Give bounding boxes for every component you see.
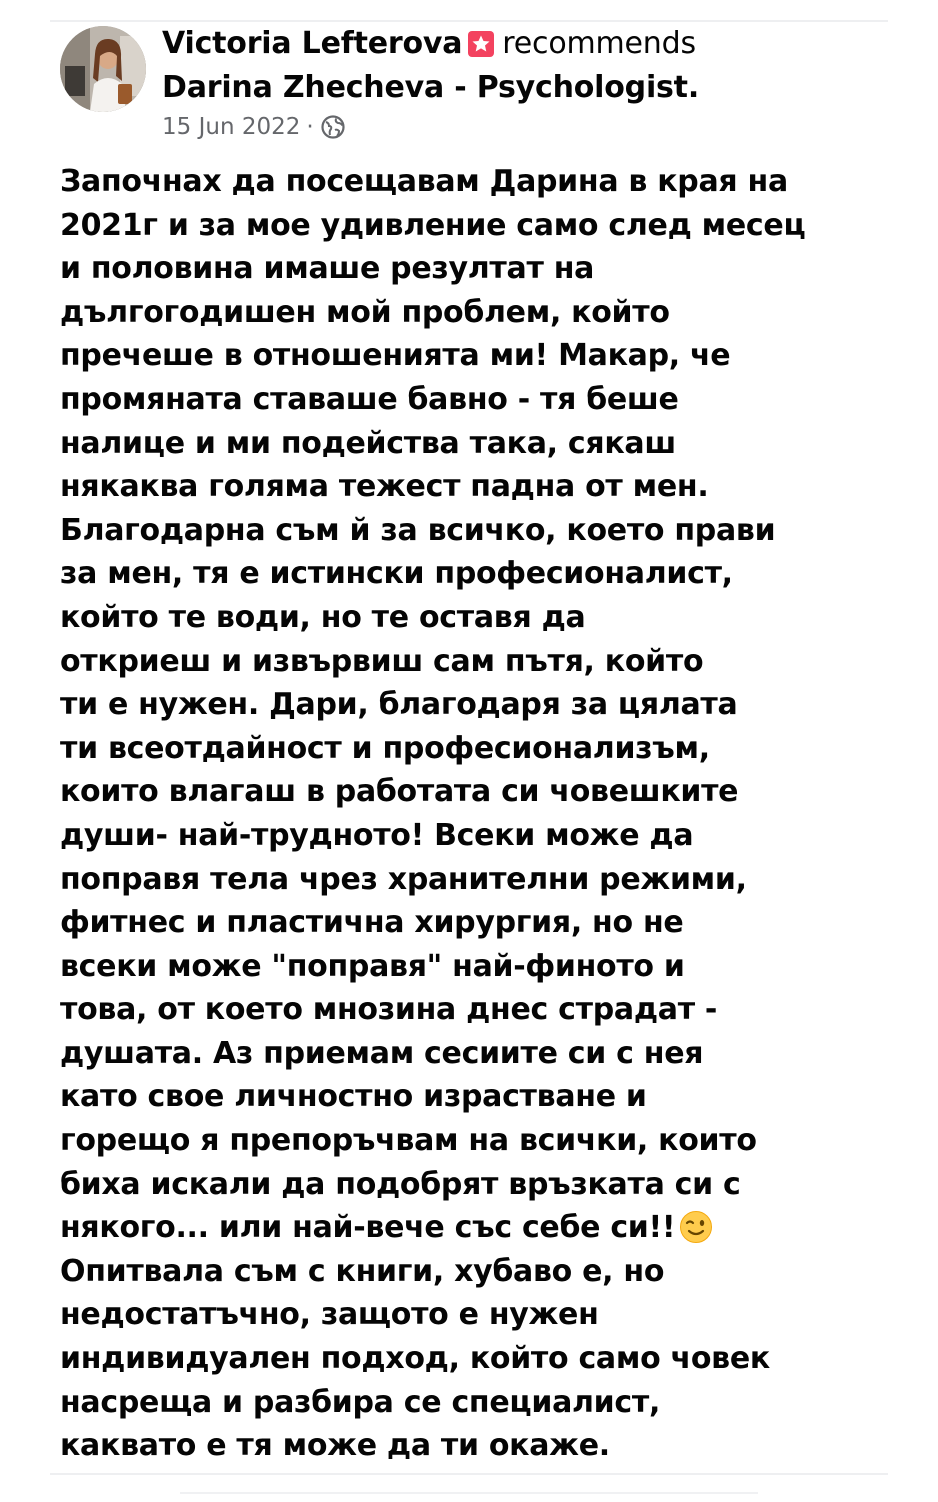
body-line: Започнах да посещавам Дарина в края на: [60, 164, 788, 199]
author-name[interactable]: Victoria Lefterova: [162, 26, 463, 61]
body-line: и половина имаше резултат на: [60, 251, 595, 287]
globe-icon[interactable]: [320, 114, 346, 140]
body-line: индивидуален подход, който само човек: [60, 1341, 770, 1377]
body-line: насреща и разбира се специалист,: [60, 1384, 661, 1420]
body-line: 2021г и за мое удивление само след месец: [60, 207, 806, 243]
body-line: биха искали да подобрят връзката си с: [60, 1166, 741, 1202]
top-divider: [50, 20, 888, 22]
recommendation-badge-icon: [468, 31, 494, 57]
body-line: горещо я препоръчвам на всички, които: [60, 1123, 757, 1159]
next-section-edge: [180, 1492, 758, 1502]
body-line: като свое личностно израстване и: [60, 1079, 647, 1115]
avatar-photo: [60, 26, 146, 112]
post-date[interactable]: 15 Jun 2022: [162, 114, 301, 140]
post-meta: [162, 112, 346, 142]
body-line: ти е нужен. Дари, благодаря за цялата: [60, 687, 738, 723]
bottom-divider: [50, 1473, 888, 1475]
body-line: някаква голяма тежест падна от мен.: [60, 469, 709, 505]
body-line: който те води, но те оставя да: [60, 599, 586, 635]
avatar[interactable]: [60, 26, 146, 112]
body-line: откриеш и извървиш сам пътя, който: [60, 643, 704, 679]
post-body: [60, 160, 880, 1468]
body-line: фитнес и пластична хирургия, но не: [60, 905, 684, 941]
body-line: Опитвала съм с книги, хубаво е, но: [60, 1253, 665, 1289]
post-header: [60, 24, 878, 144]
body-line-with-emoji: [60, 1206, 880, 1250]
recommendation-title: [162, 24, 696, 64]
body-line: души- най-трудното! Всеки може да: [60, 817, 694, 853]
body-line: недостатъчно, защото е нужен: [60, 1297, 599, 1333]
recommended-page-name[interactable]: Darina Zhecheva - Psychologist.: [162, 70, 700, 105]
body-line-text: някого... или най-вече със себе си!!: [60, 1210, 676, 1246]
action-verb: recommends: [502, 26, 696, 61]
body-line: пречеше в отношенията ми! Макар, че: [60, 338, 731, 374]
body-line: Благодарна съм й за всичко, което прави: [60, 512, 776, 548]
body-line: каквато е тя може да ти окаже.: [60, 1428, 610, 1464]
body-line: които влагаш в работата си човешките: [60, 774, 739, 810]
body-line: всеки може "поправя" най-финото и: [60, 948, 685, 984]
body-line: това, от което мнозина днес страдат -: [60, 992, 718, 1028]
body-line: промяната ставаше бавно - тя беше: [60, 381, 679, 417]
meta-separator: ·: [306, 114, 314, 140]
body-line: дългогодишен мой проблем, който: [60, 294, 670, 330]
body-line: за мен, тя е истински професионалист,: [60, 556, 733, 592]
body-line: поправя тела чрез хранителни режими,: [60, 861, 747, 897]
body-line: душата. Аз приемам сесиите си с нея: [60, 1035, 704, 1071]
body-line: налице и ми подейства така, сякаш: [60, 425, 676, 461]
body-line: ти всеотдайност и професионализъм,: [60, 730, 710, 766]
winking-face-icon: [679, 1210, 713, 1244]
